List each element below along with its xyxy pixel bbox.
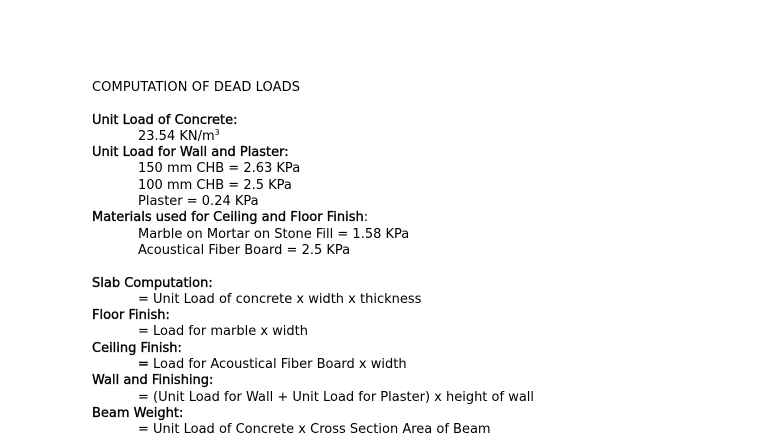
ceiling-formula-equals: = xyxy=(138,357,149,373)
ceiling-finish-formula xyxy=(92,357,772,373)
slab-heading: Slab Computation: xyxy=(92,275,213,291)
wall-item-plaster: Plaster = 0.24 KPa xyxy=(138,194,259,210)
materials-heading-colon: : xyxy=(363,210,369,226)
slab-formula: = Unit Load of concrete x width x thickness xyxy=(138,291,422,307)
material-item-marble: Marble on Mortar on Stone Fill = 1.58 KPa xyxy=(138,226,410,242)
beam-weight-formula: = Unit Load of Concrete x Cross Section Area of Beam xyxy=(138,422,491,438)
spacer xyxy=(92,259,772,275)
floor-finish-heading: Floor Finish: xyxy=(92,308,170,324)
floor-finish-formula: = Load for marble x width xyxy=(138,324,308,340)
materials-heading-text: Materials used for Ceiling and Floor Finish xyxy=(92,210,364,226)
document-page xyxy=(92,80,772,439)
document-title: COMPUTATION OF DEAD LOADS xyxy=(92,80,301,95)
unit-load-concrete-value xyxy=(92,129,772,145)
ceiling-finish-heading: Ceiling Finish: xyxy=(92,340,182,356)
wall-finishing-formula: = (Unit Load for Wall + Unit Load for Plaster) x height of wall xyxy=(138,389,535,405)
wall-finishing-heading: Wall and Finishing: xyxy=(92,373,214,389)
wall-item-150mm: 150 mm CHB = 2.63 KPa xyxy=(138,161,301,177)
material-item-acoustical: Acoustical Fiber Board = 2.5 KPa xyxy=(138,242,351,258)
wall-item-100mm: 100 mm CHB = 2.5 KPa xyxy=(138,177,292,193)
spacer xyxy=(92,96,772,112)
materials-heading xyxy=(92,210,772,226)
ceiling-formula-text: Load for Acoustical Fiber Board x width xyxy=(148,357,407,373)
concrete-value-exponent: 3 xyxy=(214,127,220,137)
concrete-value-text: 23.54 KN/m xyxy=(138,128,215,144)
beam-weight-heading: Beam Weight: xyxy=(92,405,184,421)
unit-load-wall-heading: Unit Load for Wall and Plaster: xyxy=(92,145,289,161)
unit-load-concrete-heading: Unit Load of Concrete: xyxy=(92,112,238,128)
